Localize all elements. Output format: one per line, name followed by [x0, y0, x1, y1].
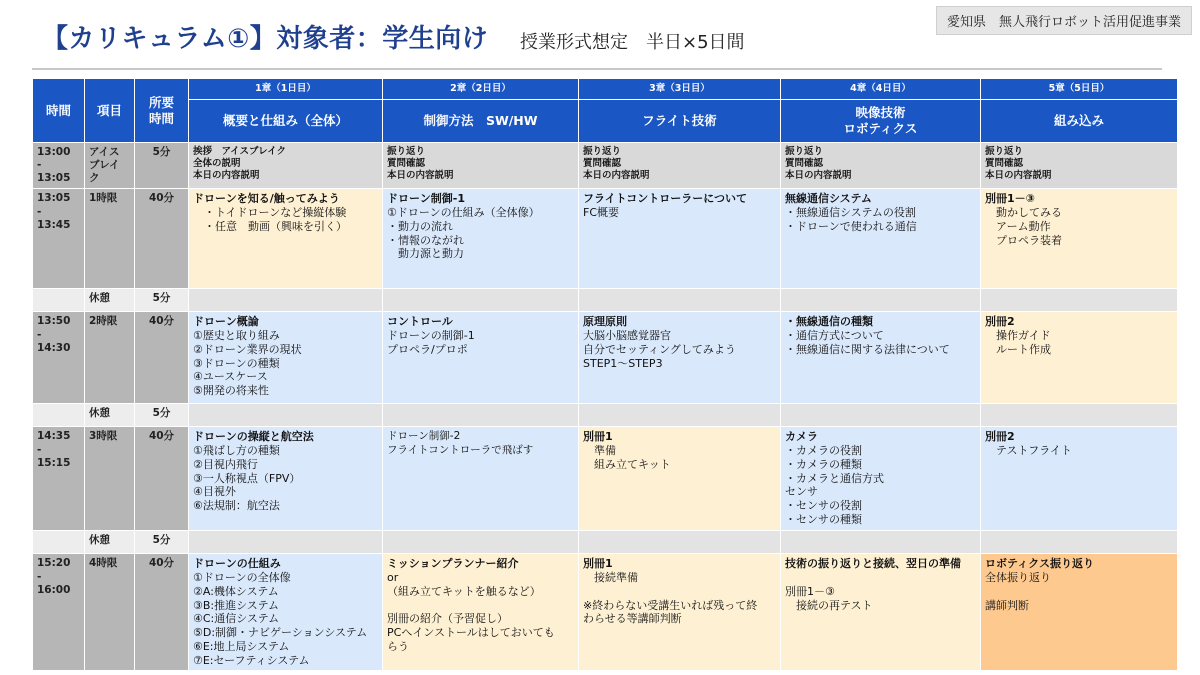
- text-line: テストフライト: [985, 444, 1072, 458]
- text-line: 13:50: [37, 315, 71, 328]
- table-row-break-3: [33, 531, 1178, 554]
- text-line: ・カメラの種類: [785, 457, 862, 471]
- text-line: 本日の内容説明: [985, 169, 1052, 181]
- text-line: ドローンの操縦と航空法: [193, 430, 314, 444]
- chapter-1-label: 1章（1日目）: [189, 79, 383, 100]
- row-duration: 5分: [135, 143, 189, 189]
- text-line: 自分でセッティングしてみよう: [583, 342, 736, 356]
- break-cell: [579, 404, 781, 427]
- text-line: 13:00: [37, 146, 71, 158]
- cell-day5-period4: [981, 554, 1178, 671]
- cell-day4-period2: [781, 312, 981, 404]
- text-line: 質問確認: [583, 157, 622, 169]
- cell-day3-opening: [579, 143, 781, 189]
- text-line: フライトコントローラで飛ばす: [387, 443, 534, 456]
- text-line: 所要: [148, 94, 174, 110]
- text-line: ③一人称視点（FPV）: [193, 471, 301, 485]
- break-cell: [579, 531, 781, 554]
- cell-day4-period4: [781, 554, 981, 671]
- row-time: [33, 554, 85, 671]
- page-subtitle: 授業形式想定 半日×5日間: [520, 32, 745, 53]
- chapter-3-title: [579, 100, 781, 143]
- row-item: 1時限: [85, 189, 135, 289]
- break-cell: [781, 531, 981, 554]
- chapter-5-title: [981, 100, 1178, 143]
- text-line: 本日の内容説明: [387, 169, 454, 181]
- text-line: 振り返り: [583, 146, 622, 157]
- row-item: 4時限: [85, 554, 135, 671]
- cell-day5-period2: [981, 312, 1178, 404]
- cell-day1-period4: [189, 554, 383, 671]
- break-label: 休憩: [85, 289, 135, 312]
- text-line: わらせる等講師判断: [583, 612, 682, 626]
- text-line: -: [37, 328, 42, 341]
- text-line: 時間: [148, 110, 174, 126]
- text-line: 14:35: [37, 430, 71, 443]
- text-line: ⑦E:セーフティシステム: [193, 653, 310, 667]
- break-cell: [781, 404, 981, 427]
- text-line: 別冊1: [583, 557, 613, 571]
- header-row-chapters: [33, 79, 1178, 100]
- text-line: 13:05: [37, 172, 71, 185]
- text-line: 振り返り: [985, 146, 1024, 157]
- text-line: 接続の再テスト: [785, 598, 873, 612]
- text-line: コントロール: [387, 315, 453, 329]
- curriculum-table: [32, 78, 1178, 671]
- cell-day2-period3: [383, 427, 579, 531]
- header-time: 時間: [33, 79, 85, 143]
- text-line: ドローン概論: [193, 315, 259, 329]
- break-time: [33, 531, 85, 554]
- text-line: 挨拶 アイスブレイク: [193, 146, 287, 157]
- text-line: 質問確認: [387, 157, 426, 169]
- text-line: 全体の説明: [193, 157, 241, 169]
- text-line: ドローンを知る/触ってみよう: [193, 192, 340, 206]
- break-cell: [781, 289, 981, 312]
- text-line: 制御方法 SW/HW: [423, 113, 538, 129]
- text-line: or: [387, 571, 399, 585]
- chapter-4-label: 4章（4日目）: [781, 79, 981, 100]
- text-line: ⑥法規制：航空法: [193, 499, 280, 513]
- break-cell: [383, 289, 579, 312]
- cell-day1-period1: [189, 189, 383, 289]
- text-line: 13:05: [37, 192, 71, 205]
- text-line: ③B:推進システム: [193, 598, 280, 612]
- break-time: [33, 289, 85, 312]
- text-line: 振り返り: [785, 146, 824, 157]
- chapter-2-label: 2章（2日目）: [383, 79, 579, 100]
- text-line: フライト技術: [642, 113, 717, 129]
- title-divider: [32, 68, 1162, 70]
- text-line: ・無線通信に関する法律について: [785, 342, 950, 356]
- text-line: 概要と仕組み（全体）: [222, 113, 348, 129]
- cell-day4-period1: [781, 189, 981, 289]
- text-line: 動力源と動力: [387, 247, 464, 261]
- text-line: 映像技術: [855, 105, 906, 121]
- text-line: ・通信方式について: [785, 329, 884, 343]
- header-item: 項目: [85, 79, 135, 143]
- organization-label: 愛知県 無人飛行ロボット活用促進事業: [936, 6, 1192, 35]
- text-line: ①ドローンの全体像: [193, 571, 291, 585]
- text-line: ロボティクス: [843, 121, 918, 136]
- text-line: ・動力の流れ: [387, 219, 453, 233]
- cell-day3-period1: [579, 189, 781, 289]
- table-row-period-1: [33, 189, 1178, 289]
- text-line: [583, 585, 776, 599]
- chapter-3-label: 3章（3日目）: [579, 79, 781, 100]
- text-line: ドローンの制御-1: [387, 329, 475, 343]
- cell-day5-period3: [981, 427, 1178, 531]
- cell-day2-opening: [383, 143, 579, 189]
- text-line: ドローン制御-1: [387, 192, 465, 206]
- cell-day4-period3: [781, 427, 981, 531]
- text-line: 質問確認: [985, 157, 1024, 169]
- text-line: 16:00: [37, 583, 71, 596]
- text-line: ドローン制御-2: [387, 430, 461, 443]
- text-line: [985, 585, 1173, 599]
- row-time: [33, 189, 85, 289]
- break-cell: [189, 404, 383, 427]
- break-cell: [383, 531, 579, 554]
- row-time: [33, 427, 85, 531]
- table-row-period-3: [33, 427, 1178, 531]
- text-line: ・ドローンで使われる通信: [785, 219, 917, 233]
- text-line: ②ドローン業界の現状: [193, 342, 302, 356]
- text-line: （組み立てキットを触るなど）: [387, 584, 541, 598]
- chapter-1-title: [189, 100, 383, 143]
- text-line: ・無線通信の種類: [785, 315, 873, 329]
- row-item: [85, 143, 135, 189]
- break-cell: [981, 404, 1178, 427]
- cell-day2-period2: [383, 312, 579, 404]
- text-line: -: [37, 443, 42, 456]
- text-line: 別冊の紹介（予習促し）: [387, 612, 508, 626]
- text-line: ミッションプランナー紹介: [387, 557, 519, 571]
- text-line: 接続準備: [583, 571, 638, 585]
- text-line: 準備: [583, 444, 616, 458]
- cell-day2-period1: [383, 189, 579, 289]
- text-line: 操作ガイド: [985, 329, 1051, 343]
- cell-day3-period2: [579, 312, 781, 404]
- break-time: [33, 404, 85, 427]
- text-line: 15:20: [37, 557, 71, 570]
- text-line: らう: [387, 639, 409, 653]
- text-line: 本日の内容説明: [193, 169, 260, 181]
- text-line: ルート作成: [985, 342, 1051, 356]
- text-line: PCへインストールはしておいても: [387, 626, 555, 640]
- row-duration: 40分: [135, 189, 189, 289]
- header-row-titles: [33, 100, 1178, 143]
- text-line: 本日の内容説明: [583, 169, 650, 181]
- break-cell: [579, 289, 781, 312]
- chapter-5-label: 5章（5日目）: [981, 79, 1178, 100]
- text-line: ・任意 動画（興味を引く）: [193, 219, 347, 233]
- text-line: 動かしてみる: [985, 206, 1062, 220]
- break-cell: [189, 531, 383, 554]
- text-line: ②目視内飛行: [193, 457, 258, 471]
- text-line: ・情報のながれ: [387, 233, 464, 247]
- break-cell: [981, 289, 1178, 312]
- text-line: ・カメラの役割: [785, 444, 862, 458]
- text-line: STEP1～STEP3: [583, 356, 663, 370]
- text-line: アーム動作: [985, 219, 1051, 233]
- text-line: ※終わらない受講生いれば残って終: [583, 598, 758, 612]
- text-line: フライトコントローラーについて: [583, 192, 748, 206]
- row-duration: 40分: [135, 312, 189, 404]
- text-line: ②A:機体システム: [193, 584, 279, 598]
- chapter-4-title: [781, 100, 981, 143]
- row-item: 2時限: [85, 312, 135, 404]
- text-line: ④ユースケース: [193, 370, 268, 384]
- text-line: アイス: [89, 146, 120, 158]
- cell-day2-period4: [383, 554, 579, 671]
- text-line: 13:45: [37, 218, 71, 231]
- text-line: 14:30: [37, 341, 71, 354]
- text-line: 別冊2: [985, 315, 1015, 329]
- text-line: 無線通信システム: [785, 192, 872, 206]
- text-line: ・カメラと通信方式: [785, 471, 884, 485]
- break-cell: [189, 289, 383, 312]
- text-line: ・センサの役割: [785, 499, 862, 513]
- text-line: 大脳小脳感覚器官: [583, 329, 671, 343]
- row-time: [33, 312, 85, 404]
- text-line: 別冊1: [583, 430, 613, 444]
- text-line: 組み立てキット: [583, 457, 671, 471]
- cell-day3-period3: [579, 427, 781, 531]
- table-row-break-1: [33, 289, 1178, 312]
- table-row-break-2: [33, 404, 1178, 427]
- text-line: ・無線通信システムの役割: [785, 206, 916, 220]
- break-duration: 5分: [135, 289, 189, 312]
- text-line: 組み込み: [1053, 113, 1104, 129]
- break-duration: 5分: [135, 531, 189, 554]
- cell-day3-period4: [579, 554, 781, 671]
- text-line: プロペラ装着: [985, 233, 1062, 247]
- table-row-opening: [33, 143, 1178, 189]
- text-line: FC概要: [583, 206, 620, 220]
- text-line: ロボティクス振り返り: [985, 557, 1095, 571]
- text-line: ④目視外: [193, 485, 236, 499]
- text-line: 原理原則: [583, 315, 627, 329]
- cell-day5-opening: [981, 143, 1178, 189]
- break-cell: [981, 531, 1178, 554]
- cell-day5-period1: [981, 189, 1178, 289]
- text-line: 15:15: [37, 456, 71, 469]
- page-title: 【カリキュラム①】対象者：学生向け: [42, 24, 489, 54]
- cell-day4-opening: [781, 143, 981, 189]
- row-duration: 40分: [135, 554, 189, 671]
- text-line: 技術の振り返りと接続、翌日の準備: [785, 557, 961, 571]
- break-cell: [383, 404, 579, 427]
- text-line: 別冊1－③: [785, 584, 835, 598]
- text-line: ⑥E:地上局システム: [193, 639, 290, 653]
- row-time: [33, 143, 85, 189]
- break-duration: 5分: [135, 404, 189, 427]
- text-line: -: [37, 205, 42, 218]
- text-line: 振り返り: [387, 146, 426, 157]
- text-line: ①歴史と取り組み: [193, 329, 280, 343]
- break-label: 休憩: [85, 404, 135, 427]
- cell-day1-opening: [189, 143, 383, 189]
- text-line: ⑤開発の将来性: [193, 384, 269, 398]
- text-line: 別冊1－③: [985, 192, 1035, 206]
- text-line: [785, 571, 976, 585]
- text-line: -: [37, 570, 42, 583]
- text-line: ・トイドローンなど操縦体験: [193, 206, 347, 220]
- text-line: -: [37, 159, 42, 172]
- row-duration: 40分: [135, 427, 189, 531]
- text-line: ク: [89, 172, 100, 185]
- text-line: 本日の内容説明: [785, 169, 852, 181]
- cell-day1-period3: [189, 427, 383, 531]
- table-row-period-2: [33, 312, 1178, 404]
- break-label: 休憩: [85, 531, 135, 554]
- text-line: プロペラ/プロポ: [387, 342, 468, 356]
- cell-day1-period2: [189, 312, 383, 404]
- row-item: 3時限: [85, 427, 135, 531]
- text-line: ④C:通信システム: [193, 612, 280, 626]
- chapter-2-title: [383, 100, 579, 143]
- text-line: ドローンの仕組み: [193, 557, 281, 571]
- text-line: 別冊2: [985, 430, 1015, 444]
- text-line: ・センサの種類: [785, 512, 862, 526]
- text-line: ブレイ: [89, 159, 120, 172]
- text-line: ⑤D:制御・ナビゲーションシステム: [193, 626, 368, 640]
- text-line: ③ドローンの種類: [193, 356, 280, 370]
- text-line: カメラ: [785, 430, 818, 444]
- text-line: センサ: [785, 485, 818, 499]
- text-line: ①ドローンの仕組み（全体像）: [387, 206, 540, 220]
- text-line: 講師判断: [985, 598, 1029, 612]
- text-line: [387, 599, 574, 613]
- text-line: 全体振り返り: [985, 571, 1051, 585]
- header-duration: [135, 79, 189, 143]
- text-line: ①飛ばし方の種類: [193, 444, 280, 458]
- table-row-period-4: [33, 554, 1178, 671]
- text-line: 質問確認: [785, 157, 824, 169]
